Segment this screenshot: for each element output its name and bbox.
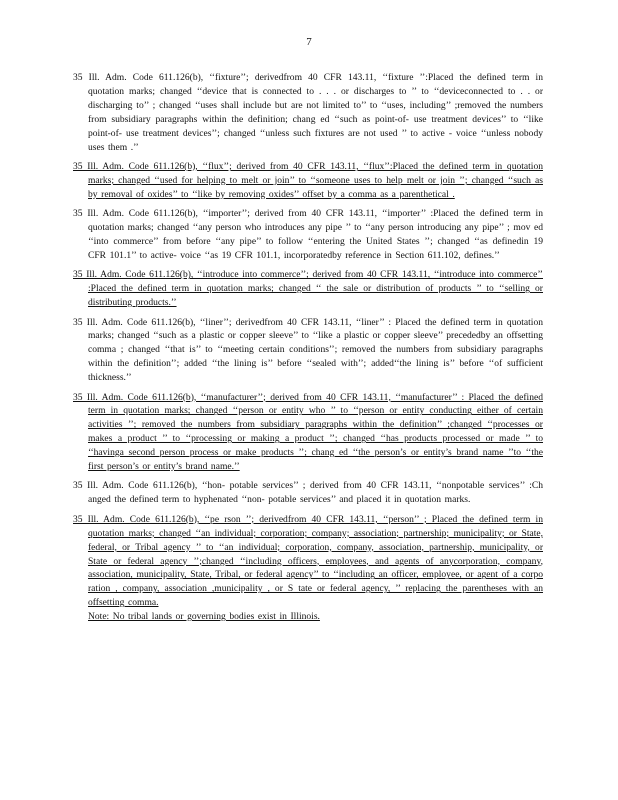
entry-person bbox=[73, 513, 543, 624]
entry-text: 35 Ill. Adm. Code 611.126(b), ‘‘liner’’; derivedfrom 40 CFR 143.11, ‘‘liner’’ : Placed the defined term in quotation marks; changed ‘‘such as a plastic or copper sleeve’’ to ‘‘like a plastic or copper sleeve’’ precededby an offsetting comma ; changed ‘‘that is’’ to ‘‘meeting certain conditions’’; removed the numbers from subsidiary paragraphs within the definition’’; added ‘‘the lining is’’ before ‘‘sealed with’’; added‘‘the lining is’’ before ‘‘of sufficient thickness.’’ bbox=[73, 316, 543, 384]
entry-text: 35 Ill. Adm. Code 611.126(b), ‘‘introduce into commerce’’; derived from 40 CFR 143.11, ‘‘introduce into commerce’’ :Placed the defined term in quotation marks; changed ‘‘ the sale or distribution of products ’’ to ‘‘selling or distributing products.’’ bbox=[73, 269, 543, 309]
entry-text: 35 Ill. Adm. Code 611.126(b), ‘‘manufacturer’’; derived from 40 CFR 143.11, ‘‘manufacturer’’ : Placed the defined term in quotation marks; changed ‘‘person or entity who ’’ to ‘‘person or entity conducting either of certain activities ’’; removed the numbers from subsidiary paragraphs within the definition’’ ;changed ‘‘processes or makes a product ’’ to ‘‘processing or making a product ’’; changed ‘‘has products processed or made ’’ to ‘‘havinga second person process or make products ’’; chang ed ‘‘the person’s or entity’s brand name ’’to ‘‘the first person’s or entity’s brand name.’’ bbox=[73, 391, 543, 473]
entry-fixture bbox=[73, 71, 543, 154]
entry-manufacturer bbox=[73, 391, 543, 474]
entry-importer bbox=[73, 207, 543, 263]
entry-liner bbox=[73, 316, 543, 386]
entry-text: 35 Ill. Adm. Code 611.126(b), ‘‘fixture’’; derivedfrom 40 CFR 143.11, ‘‘fixture ’’:Placed the defined term in quotation marks; changed ‘‘device that is connected to . . . or discharges to ’’ to ‘‘deviceconnected to . . or discharging to’’ ; changed ‘‘uses shall include but are not limited to’’ to ‘‘uses, including’’ ;removed the numbers from subsidiary paragraphs within the definition; chang ed ‘‘such as point-of- use treatment devices’’ to ‘‘like point-of- use treatment devices’’; changed ‘‘unless such fixtures are not used ’’ to active - voice ‘‘unless nobody uses them .’’ bbox=[73, 72, 543, 153]
page-number: 7 bbox=[306, 36, 312, 48]
document-body bbox=[73, 71, 543, 630]
entry-non-potable-services bbox=[73, 479, 543, 507]
entry-flux bbox=[73, 160, 543, 202]
entry-note: Note: No tribal lands or governing bodies exist in Illinois. bbox=[88, 611, 320, 623]
entry-text: 35 Ill. Adm. Code 611.126(b), ‘‘hon- potable services’’ ; derived from 40 CFR 143.11, ‘‘nonpotable services’’ :Ch anged the defined term to hyphenated ‘‘non- potable services’’ and placed it in quotation marks. bbox=[73, 480, 543, 506]
entry-text: 35 Ill. Adm. Code 611.126(b), ‘‘pe rson ’’; derivedfrom 40 CFR 143.11, ‘‘person’’ ; Placed the defined term in quotation marks; changed ‘‘an individual; corporation; company; association; partnership; municipality; or State, federal, or Tribal agency ’’ to ‘‘an individual; corporation, company, association, partnership, municipality, or State or federal agency ’’;changed ‘‘including officers, employees, and agents of anycorporation, company, association, municipality, State, Tribal, or federal agency’’ to ‘‘including an officer, employee, or agent of a corpo ration , company, association ,municipality , or S tate or federal agency, ’’ replacing the parentheses with an offsetting comma. bbox=[73, 513, 543, 609]
entry-text: 35 Ill. Adm. Code 611.126(b), ‘‘importer’’; derived from 40 CFR 143.11, ‘‘importer’’ :Placed the defined term in quotation marks; changed ‘‘any person who introduces any pipe ’’ to ‘‘any person introducing any pipe’’ ; mov ed ‘‘into commerce’’ from before ‘‘any pipe’’ to follow ‘‘entering the United States ’’; changed ‘‘as definedin 19 CFR 101.1’’ to active- voice ‘‘as 19 CFR 101.1, incorporatedby reference in Section 611.102, defines.’’ bbox=[73, 208, 543, 261]
entry-text: 35 Ill. Adm. Code 611.126(b), ‘‘flux’’; derived from 40 CFR 143.11, ‘‘flux’’:Placed the defined term in quotation marks; changed ‘‘used for helping to melt or join’’ to ‘‘someone uses to help melt or join ’’; changed ‘‘such as by removal of oxides’’ to ‘‘like by removing oxides’’ offset by a comma as a parenthetical . bbox=[73, 160, 543, 200]
entry-introduce-into-commerce bbox=[73, 268, 543, 310]
